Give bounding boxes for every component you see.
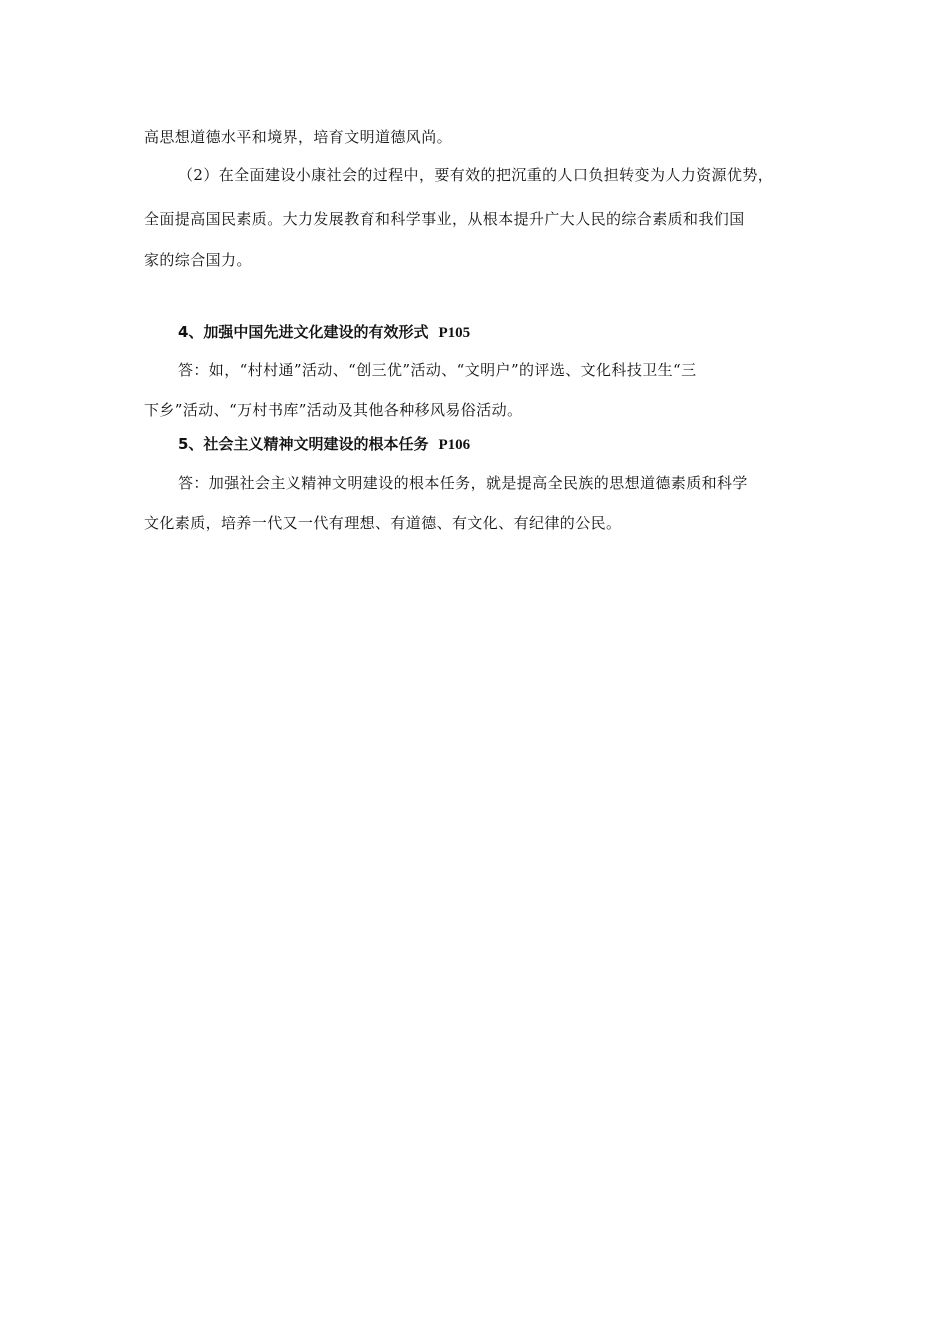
document-body: [144, 124, 820, 534]
section-heading-text: 4、加强中国先进文化建设的有效形式: [178, 323, 429, 341]
answer-line: 文化素质，培养一代又一代有理想、有道德、有文化、有纪律的公民。: [144, 514, 622, 532]
paragraph-line: （2）在全面建设小康社会的过程中，要有效的把沉重的人口负担转变为人力资源优势，: [178, 166, 774, 184]
answer-line: 下乡”活动、“万村书库”活动及其他各种移风易俗活动。: [144, 401, 523, 419]
page-reference: P105: [438, 325, 471, 341]
paragraph-line: 高思想道德水平和境界，培育文明道德风尚。: [144, 128, 453, 146]
answer-line: 答：如，“村村通”活动、“创三优”活动、“文明户”的评选、文化科技卫生“三: [178, 361, 697, 379]
section-heading: [144, 321, 820, 344]
paragraph-line: 家的综合国力。: [144, 251, 252, 269]
section-heading: [144, 433, 820, 456]
answer-line: 答：加强社会主义精神文明建设的根本任务，就是提高全民族的思想道德素质和科学: [178, 474, 748, 492]
paragraph-line: 全面提高国民素质。大力发展教育和科学事业，从根本提升广大人民的综合素质和我们国: [144, 210, 745, 228]
section-heading-text: 5、社会主义精神文明建设的根本任务: [178, 435, 429, 453]
page-reference: P106: [438, 437, 471, 453]
